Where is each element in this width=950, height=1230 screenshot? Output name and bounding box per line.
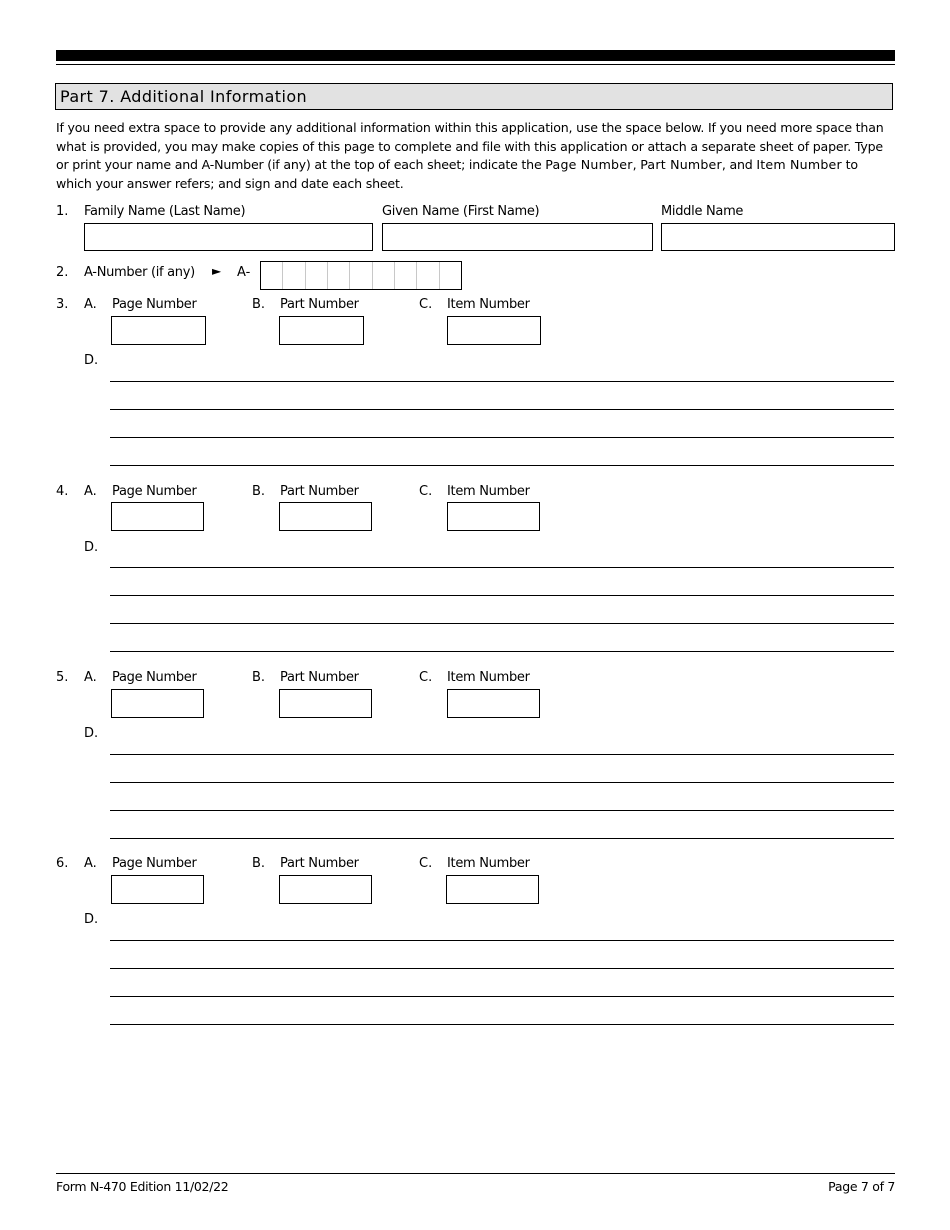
a-number-label: A-Number (if any) xyxy=(84,265,195,280)
item-6-item-number-label: Item Number xyxy=(447,856,530,871)
item-3-a-letter: A. xyxy=(84,297,97,312)
item-5-item-number-field[interactable] xyxy=(447,689,540,718)
form-edition: Form N-470 Edition 11/02/22 xyxy=(56,1179,229,1194)
a-number-digit[interactable] xyxy=(261,262,283,289)
item-6-part-number-label: Part Number xyxy=(280,856,359,871)
item-4-answer-line[interactable] xyxy=(110,567,894,568)
item-5-number: 5. xyxy=(56,670,69,685)
item-1-number: 1. xyxy=(56,204,69,219)
item-3-answer-line[interactable] xyxy=(110,437,894,438)
item-3-part-number-field[interactable] xyxy=(279,316,364,345)
family-name-field[interactable] xyxy=(84,223,373,251)
arrow-right-icon: ► xyxy=(212,264,222,278)
item-6-answer-line[interactable] xyxy=(110,996,894,997)
item-3-item-number-field[interactable] xyxy=(447,316,541,345)
item-5-page-number-field[interactable] xyxy=(111,689,204,718)
item-6-answer-line[interactable] xyxy=(110,968,894,969)
item-5-b-letter: B. xyxy=(252,670,266,685)
given-name-label: Given Name (First Name) xyxy=(382,204,540,219)
instructions: If you need extra space to provide any additional information within this application, use the space below. If you need more space than what is provided, you may make copies of this page to complete and file with this application or attach a separate sheet of paper. Type or print your name and A-Number (if any) at the top of each sheet; indicate the Page Number, Part Number, and Item Number to which your answer refers; and sign and date each sheet. xyxy=(56,120,884,191)
item-4-part-number-label: Part Number xyxy=(280,484,359,499)
a-number-digit[interactable] xyxy=(350,262,372,289)
item-3-c-letter: C. xyxy=(419,297,433,312)
a-number-digit[interactable] xyxy=(417,262,439,289)
item-3-page-number-field[interactable] xyxy=(111,316,206,345)
item-3-part-number-label: Part Number xyxy=(280,297,359,312)
header-thick-rule xyxy=(56,50,895,61)
item-4-answer-line[interactable] xyxy=(110,623,894,624)
a-number-prefix: A- xyxy=(237,265,251,280)
item-4-b-letter: B. xyxy=(252,484,266,499)
item-5-part-number-field[interactable] xyxy=(279,689,372,718)
a-number-digit[interactable] xyxy=(283,262,305,289)
item-5-answer-line[interactable] xyxy=(110,838,894,839)
item-3-answer-line[interactable] xyxy=(110,381,894,382)
item-3-number: 3. xyxy=(56,297,69,312)
item-3-answer-line[interactable] xyxy=(110,409,894,410)
item-5-c-letter: C. xyxy=(419,670,433,685)
middle-name-label: Middle Name xyxy=(661,204,744,219)
page-number: Page 7 of 7 xyxy=(828,1179,895,1194)
a-number-digit[interactable] xyxy=(395,262,417,289)
item-6-part-number-field[interactable] xyxy=(279,875,372,904)
item-4-c-letter: C. xyxy=(419,484,433,499)
a-number-field[interactable] xyxy=(260,261,462,290)
item-6-a-letter: A. xyxy=(84,856,97,871)
item-4-answer-line[interactable] xyxy=(110,595,894,596)
item-4-item-number-label: Item Number xyxy=(447,484,530,499)
item-2-number: 2. xyxy=(56,265,69,280)
family-name-label: Family Name (Last Name) xyxy=(84,204,246,219)
item-6-c-letter: C. xyxy=(419,856,433,871)
header-thin-rule xyxy=(56,64,895,65)
item-5-answer-line[interactable] xyxy=(110,782,894,783)
ref-part-number: Part Number xyxy=(640,157,722,172)
part-7-header: Part 7. Additional Information xyxy=(55,83,893,110)
a-number-digit[interactable] xyxy=(373,262,395,289)
item-6-page-number-field[interactable] xyxy=(111,875,204,904)
item-4-item-number-field[interactable] xyxy=(447,502,540,531)
item-5-a-letter: A. xyxy=(84,670,97,685)
item-5-d-letter: D. xyxy=(84,726,99,741)
item-4-part-number-field[interactable] xyxy=(279,502,372,531)
item-4-d-letter: D. xyxy=(84,540,99,555)
item-4-answer-line[interactable] xyxy=(110,651,894,652)
given-name-field[interactable] xyxy=(382,223,653,251)
item-6-answer-line[interactable] xyxy=(110,1024,894,1025)
item-4-a-letter: A. xyxy=(84,484,97,499)
item-5-page-number-label: Page Number xyxy=(112,670,197,685)
item-3-item-number-label: Item Number xyxy=(447,297,530,312)
a-number-digit[interactable] xyxy=(440,262,461,289)
item-5-answer-line[interactable] xyxy=(110,754,894,755)
a-number-digit[interactable] xyxy=(306,262,328,289)
middle-name-field[interactable] xyxy=(661,223,895,251)
ref-page-number: Page Number xyxy=(545,157,633,172)
item-6-number: 6. xyxy=(56,856,69,871)
item-3-d-letter: D. xyxy=(84,353,99,368)
item-3-answer-line[interactable] xyxy=(110,465,894,466)
item-6-item-number-field[interactable] xyxy=(446,875,539,904)
item-4-number: 4. xyxy=(56,484,69,499)
item-6-d-letter: D. xyxy=(84,912,99,927)
item-6-page-number-label: Page Number xyxy=(112,856,197,871)
item-3-b-letter: B. xyxy=(252,297,266,312)
ref-item-number: Item Number xyxy=(756,157,842,172)
item-4-page-number-label: Page Number xyxy=(112,484,197,499)
item-5-part-number-label: Part Number xyxy=(280,670,359,685)
footer-rule xyxy=(56,1173,895,1174)
a-number-digit[interactable] xyxy=(328,262,350,289)
item-5-answer-line[interactable] xyxy=(110,810,894,811)
item-4-page-number-field[interactable] xyxy=(111,502,204,531)
item-6-b-letter: B. xyxy=(252,856,266,871)
item-5-item-number-label: Item Number xyxy=(447,670,530,685)
item-3-page-number-label: Page Number xyxy=(112,297,197,312)
item-6-answer-line[interactable] xyxy=(110,940,894,941)
